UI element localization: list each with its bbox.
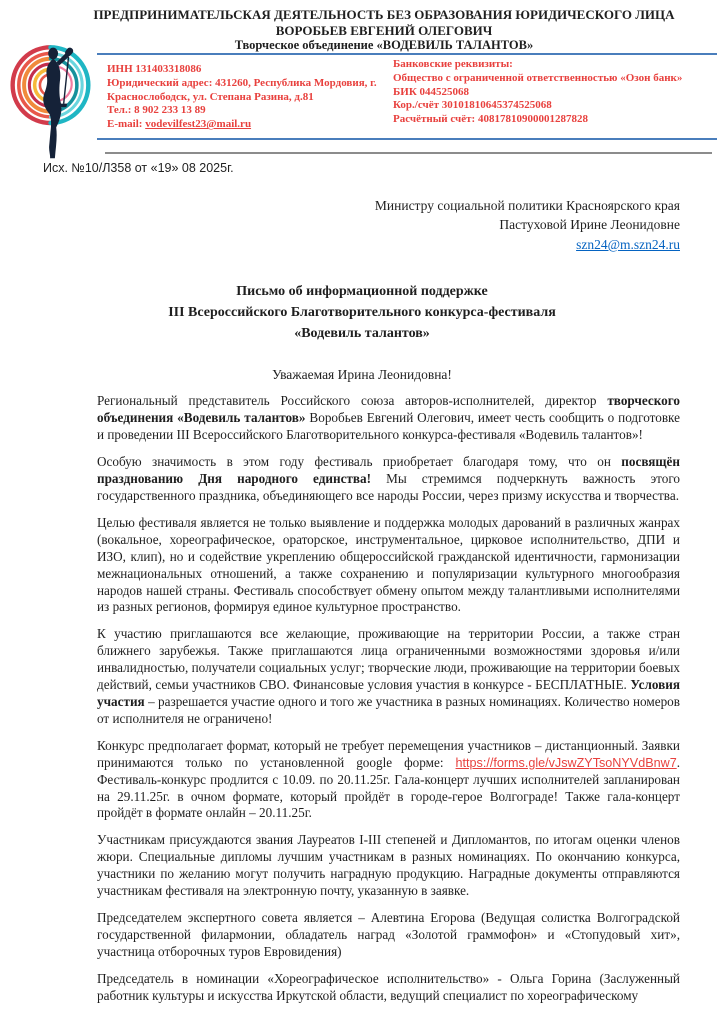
paragraph — [97, 393, 680, 444]
bik: БИК 044525068 — [393, 85, 470, 98]
outgoing-ref-line: Исх. №10/Л358 от «19» 08 2025г. — [43, 160, 234, 175]
horizontal-rule — [105, 152, 712, 154]
woman-with-microphone-logo-icon — [10, 42, 98, 160]
paragraph — [97, 454, 680, 505]
paragraph — [97, 832, 680, 900]
text: Особую значимость в этом году фестиваль приобретает благодаря тому, что он — [97, 454, 622, 470]
text: Участникам присуждаются звания Лауреатов I-III степеней и Дипломантов, по итогам оценки членов жюри. Специальные дипломы лучшим участникам в разных номинациях. По окончанию конкурса, участники по желанию могут получить наградную продукцию. Наградные документы отправляются участникам фестиваля на электронную почту, указанную в заявке. — [97, 832, 680, 899]
subject-line-1: Письмо об информационной поддержке — [236, 284, 488, 300]
subject-line-2: III Всероссийского Благотворительного конкурса-фестиваля — [168, 305, 556, 321]
letterhead-line-1: ПРЕДПРИНИМАТЕЛЬСКАЯ ДЕЯТЕЛЬНОСТЬ БЕЗ ОБРАЗОВАНИЯ ЮРИДИЧЕСКОГО ЛИЦА — [93, 7, 675, 22]
body-paragraphs — [97, 393, 680, 1004]
letterhead-line-2: ВОРОБЬЕВ ЕВГЕНИЙ ОЛЕГОВИЧ — [275, 22, 493, 38]
paragraph — [97, 515, 680, 616]
bold-text: посвящён празднованию Дня народного единства! — [97, 454, 680, 487]
legal-address: Юридический адрес: 431260, Республика Мордовия, г. Краснослободск, ул. Степана Разина, д.81 — [107, 76, 377, 103]
greeting: Уважаемая Ирина Леонидовна! — [272, 367, 452, 383]
text: Мы стремимся подчеркнуть важность этого государственного праздника, объединяющего все народы России, через призму искусства и творчества. — [97, 471, 680, 504]
addressee-line-1: Министру социальной политики Красноярского края — [374, 197, 680, 213]
text: Конкурс предполагает формат, который не требует перемещения участников – дистанционный. Заявки принимаются только по установленной google форме: — [97, 737, 680, 770]
text: – разрешается участие одного и того же участника в разных номинациях. Количество номеров от исполнителя не ограничено! — [97, 693, 680, 726]
contacts-left — [107, 58, 379, 132]
text: К участию приглашаются все желающие, проживающие на территории России, а также стран ближнего зарубежья. Также приглашаются лица ограниченными возможностями здоровья и/или инвалидностью, получатели социальных услуг; творческие люди, проживающие на территории боевых действий, семьи участников СВО. Финансовые условия участия в конкурсе - БЕСПЛАТНЫЕ. — [97, 626, 680, 693]
text: Региональный представитель Российского союза авторов-исполнителей, директор — [97, 393, 608, 409]
letterhead-contacts-band — [97, 53, 717, 140]
email-line — [107, 118, 379, 132]
contacts-right — [379, 58, 715, 132]
bank-details-title: Банковские реквизиты: — [393, 58, 513, 70]
corr-account: Кор./счёт 30101810645374525068 — [393, 99, 552, 112]
paragraph — [97, 738, 680, 823]
settlement-account: Расчётный счёт: 40817810900001287828 — [393, 113, 588, 126]
letter-subject — [0, 281, 724, 344]
paragraph — [97, 910, 680, 961]
text: Председатель в номинации «Хореографическое исполнительство» - Ольга Горина (Заслуженный работник культуры и искусства Иркутской области, ведущий специалист по хореографическому — [97, 970, 680, 1003]
addressee-email-line — [0, 235, 680, 255]
google-form-link[interactable]: https://forms.gle/vJswZYTsoNYVdBnw7 — [455, 755, 677, 770]
phone: Тел.: 8 902 233 13 89 — [107, 104, 206, 117]
paragraph — [97, 971, 680, 1005]
text: Целью фестиваля является не только выявление и поддержка молодых дарований в различных жанрах (вокальное, хореографическое, ораторское, инструментальное, цирковое исполнительство, ДПИ и ИЗО, клип), но и содействие укреплению общероссийской гражданской идентичности, гармонизации межнациональных отношений, а также сохранению и популяризации культурного многообразия народов нашей страны. Фестиваль способствует обмену опытом между талантливыми исполнителями из разных регионов, формируя единое культурное пространство. — [97, 514, 680, 615]
paragraph — [97, 626, 680, 727]
text: Председателем экспертного совета является – Алевтина Егорова (Ведущая солистка Волгоградской государственной филармонии, обладатель наград «Золотой граммофон» и «Стопудовый хит», участница отборочных туров Евровидения) — [97, 909, 680, 959]
contact-email-link[interactable]: vodevilfest23@mail.ru — [145, 118, 252, 131]
letterhead — [52, 0, 716, 53]
bold-text: творческого объединения «Водевиль талантов» — [97, 393, 680, 426]
bold-text: Условия участия — [97, 677, 680, 709]
addressee-email-link[interactable]: szn24@m.szn24.ru — [576, 236, 680, 252]
bank-name: Общество с ограниченной ответственностью «Озон банк» — [393, 71, 683, 84]
inn: ИНН 131403318086 — [107, 63, 202, 75]
email-label: E-mail: — [107, 118, 146, 131]
subject-line-3: «Водевиль талантов» — [294, 326, 430, 342]
letterhead-line-3: Творческое объединение «ВОДЕВИЛЬ ТАЛАНТОВ» — [234, 38, 534, 52]
addressee-line-2: Пастуховой Ирине Леонидовне — [499, 217, 680, 233]
text: . Фестиваль-конкурс продлится с 10.09. по 20.11.25г. Гала-концерт лучших исполнителей запланирован на 29.11.25г. в очном формате, который пройдёт в городе-герое Волгограде! Также гала-концерт пройдёт в формате онлайн – 20.11.25г. — [97, 754, 680, 821]
text: Воробьев Евгений Олегович, имеет честь сообщить о подготовке и проведении III Всероссийского Благотворительного конкурса-фестиваля «Водевиль талантов»! — [97, 410, 680, 443]
addressee-block — [0, 196, 680, 255]
